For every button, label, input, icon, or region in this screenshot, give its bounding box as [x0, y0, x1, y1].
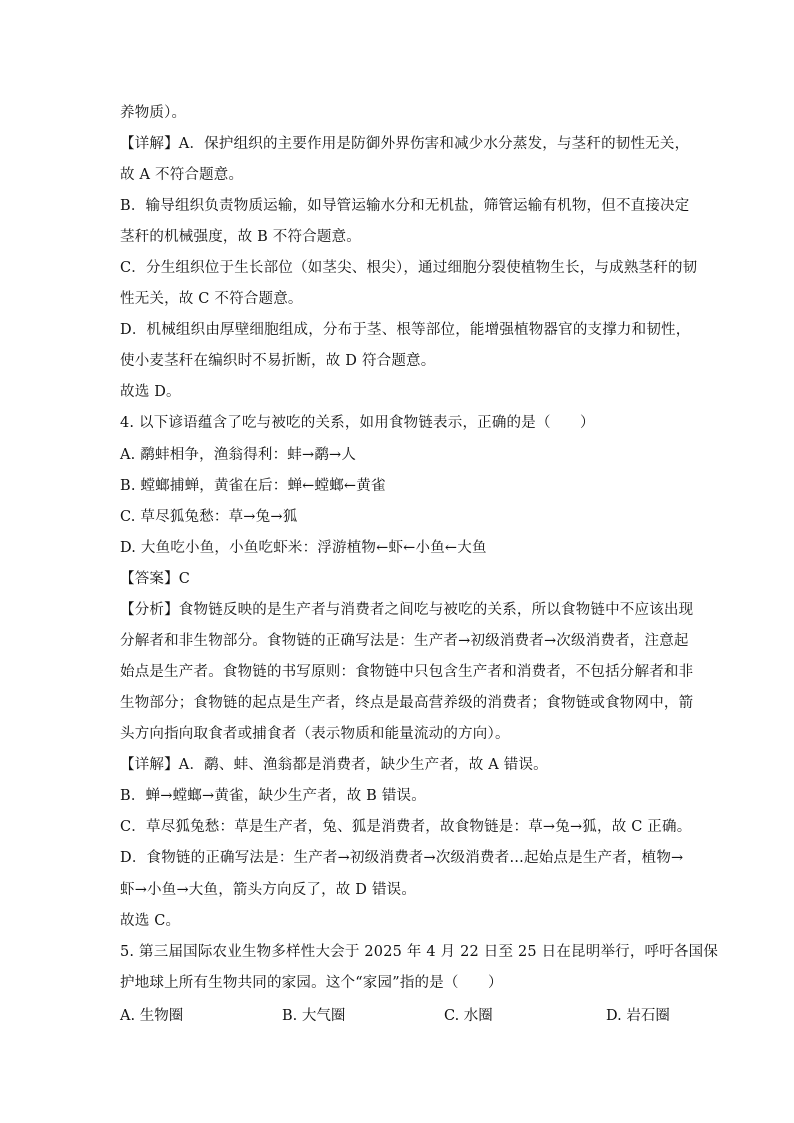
text-line: B．输导组织负责物质运输，如导管运输水分和无机盐，筛管运输有机物，但不直接决定: [120, 198, 690, 214]
text-line: 使小麦茎秆在编织时不易折断，故 D 符合题意。: [120, 353, 436, 369]
text-line: 始点是生产者。食物链的书写原则：食物链中只包含生产者和消费者，不包括分解者和非: [120, 664, 694, 680]
option-a: A. 生物圈: [120, 1008, 184, 1024]
text-line: 性无关，故 C 不符合题意。: [120, 291, 303, 307]
text-line: 【详解】A．鹬、蚌、渔翁都是消费者，缺少生产者，故 A 错误。: [120, 757, 548, 773]
question-5-stem: 5. 第三届国际农业生物多样性大会于 2025 年 4 月 22 日至 25 日在昆明举行，呼吁各国保: [120, 944, 719, 960]
text-line: 分解者和非生物部分。食物链的正确写法是：生产者→初级消费者→次级消费者，注意起: [120, 633, 689, 649]
text-line: C．分生组织位于生长部位（如茎尖、根尖），通过细胞分裂使植物生长，与成熟茎秆的韧: [120, 260, 698, 276]
text-line: 故选 C。: [120, 913, 181, 929]
text-line: 茎秆的机械强度，故 B 不符合题意。: [120, 229, 361, 245]
text-line: 养物质）。: [120, 105, 187, 121]
option-d: D. 岩石圈: [606, 1008, 670, 1024]
option-b: B. 大气圈: [282, 1008, 346, 1024]
answer-line: 【答案】C: [120, 571, 191, 587]
question-4-option-a: A. 鹬蚌相争，渔翁得利：蚌→鹬→人: [120, 447, 357, 463]
question-5-stem-cont: 护地球上所有生物共同的家园。这个“家园”指的是（ ）: [120, 975, 503, 991]
text-line: D．食物链的正确写法是：生产者→初级消费者→次级消费者…起始点是生产者，植物→: [120, 850, 684, 866]
question-4-stem: 4. 以下谚语蕴含了吃与被吃的关系，如用食物链表示，正确的是（ ）: [120, 415, 595, 431]
option-c: C. 水圈: [444, 1008, 493, 1024]
text-line: D．机械组织由厚壁细胞组成，分布于茎、根等部位，能增强植物器官的支撑力和韧性，: [120, 322, 691, 338]
question-4-option-c: C. 草尽狐兔愁：草→兔→狐: [120, 509, 298, 525]
text-line: 故选 D。: [120, 384, 181, 400]
text-line: 【详解】A．保护组织的主要作用是防御外界伤害和减少水分蒸发，与茎秆的韧性无关，: [120, 136, 690, 152]
text-line: 生物部分；食物链的起点是生产者，终点是最高营养级的消费者；食物链或食物网中，箭: [120, 695, 694, 711]
text-line: 【分析】食物链反映的是生产者与消费者之间吃与被吃的关系，所以食物链中不应该出现: [120, 602, 694, 618]
question-4-option-d: D. 大鱼吃小鱼，小鱼吃虾米：浮游植物←虾←小鱼←大鱼: [120, 540, 487, 556]
text-line: C．草尽狐兔愁：草是生产者，兔、狐是消费者，故食物链是：草→兔→狐，故 C 正确。: [120, 819, 692, 835]
text-line: B．蝉→螳螂→黄雀，缺少生产者，故 B 错误。: [120, 788, 426, 804]
text-line: 头方向指向取食者或捕食者（表示物质和能量流动的方向）。: [120, 726, 510, 742]
question-4-option-b: B. 螳螂捕蝉，黄雀在后：蝉←螳螂←黄雀: [120, 478, 386, 494]
text-line: 虾→小鱼→大鱼，箭头方向反了，故 D 错误。: [120, 882, 417, 898]
text-line: 故 A 不符合题意。: [120, 167, 244, 183]
